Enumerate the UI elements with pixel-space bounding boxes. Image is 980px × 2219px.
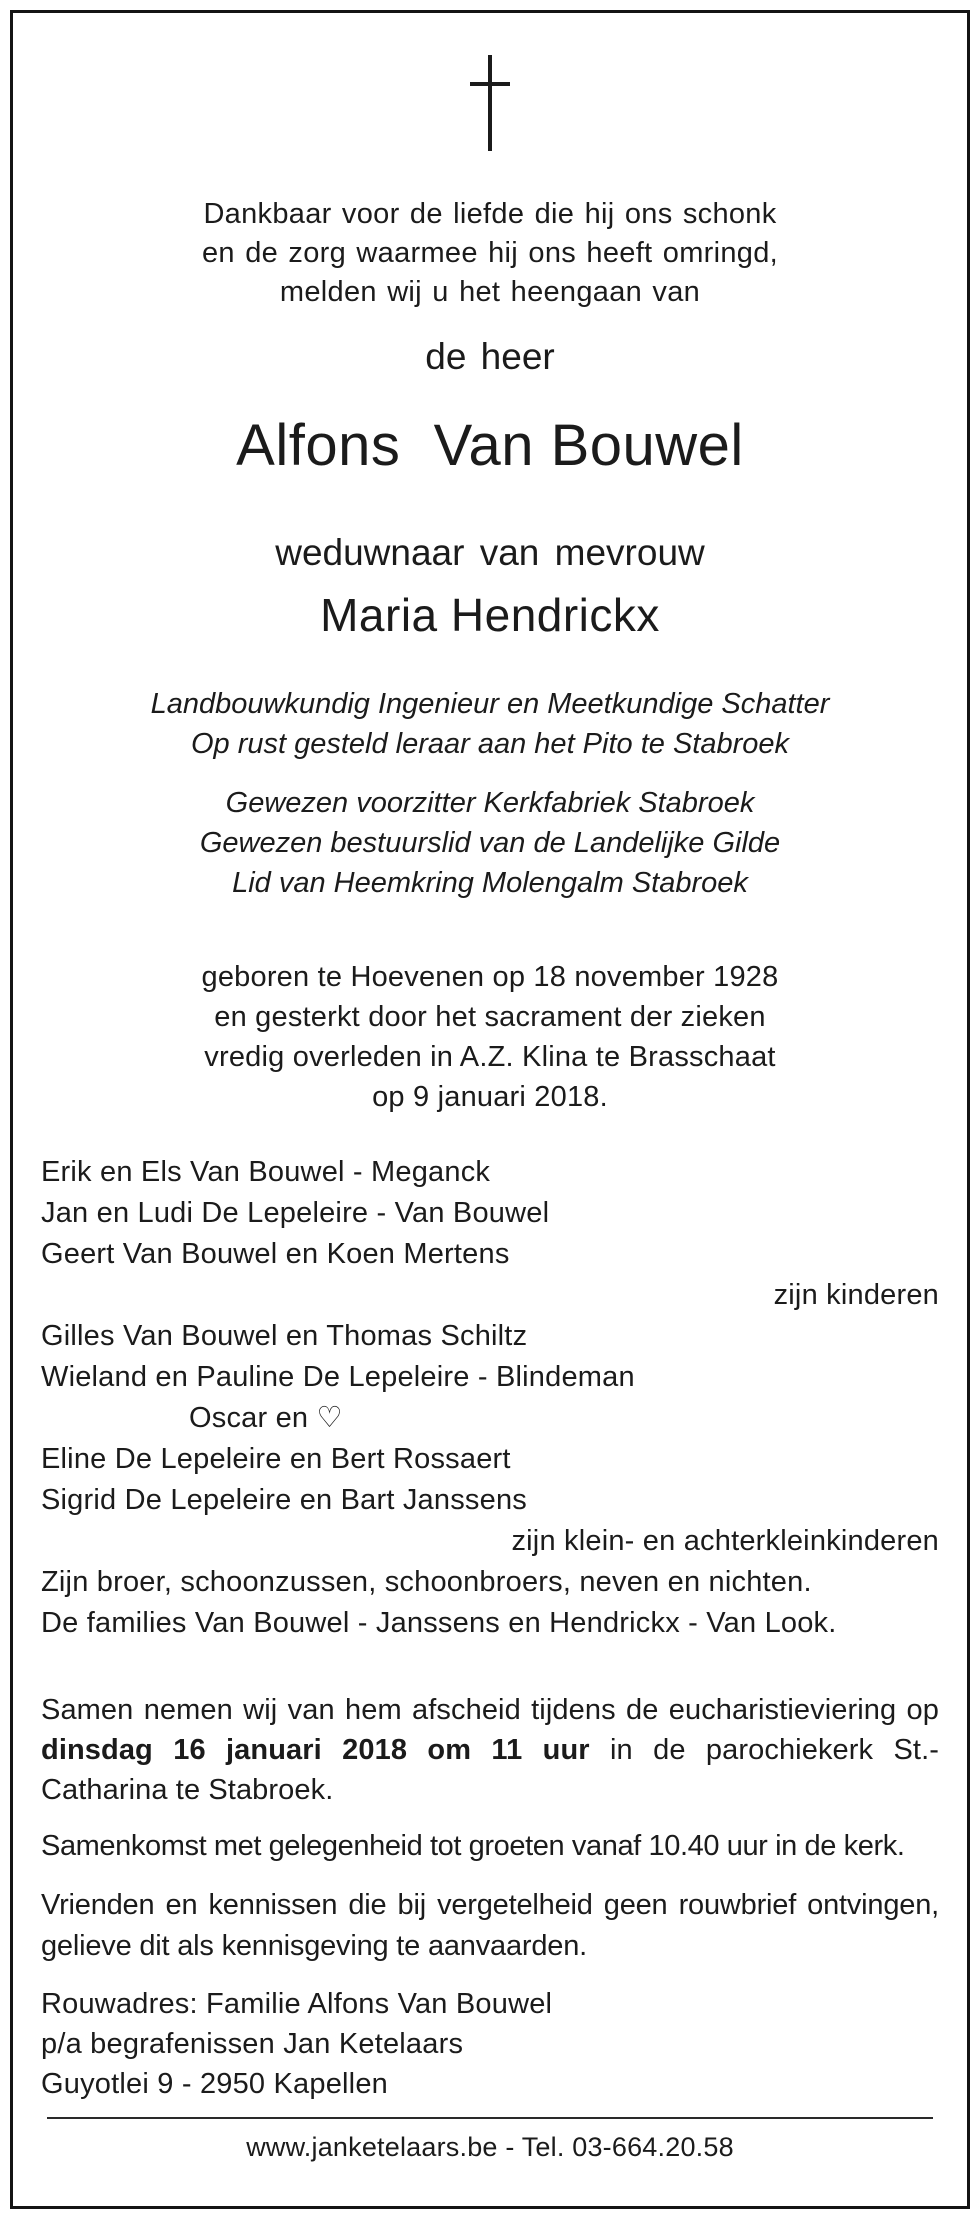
grandchild-line: Sigrid De Lepeleire en Bart Janssens	[41, 1484, 527, 1516]
child-line: Geert Van Bouwel en Koen Mertens	[41, 1238, 510, 1270]
membership-line: Lid van Heemkring Molengalm Stabroek	[232, 867, 748, 899]
intro-line: Dankbaar voor de liefde die hij ons schonk	[203, 198, 777, 230]
memberships	[41, 783, 939, 903]
life-line: en gesterkt door het sacrament der zieken	[214, 1001, 766, 1033]
ceremony-paragraph	[41, 1690, 939, 1810]
ceremony-datetime: dinsdag 16 januari 2018 om 11 uur	[41, 1734, 590, 1766]
ceremony-text-after: in de parochiekerk St.-Catharina te Stabroek.	[41, 1734, 939, 1806]
profession-line: Op rust gesteld leraar aan het Pito te Stabroek	[190, 728, 790, 760]
life-line: vredig overleden in A.Z. Klina te Brasschaat	[204, 1041, 776, 1073]
honorific: de heer	[425, 336, 555, 377]
intro-line: melden wij u het heengaan van	[279, 276, 701, 308]
profession-line: Landbouwkundig Ingenieur en Meetkundige Schatter	[150, 688, 830, 720]
life-line: geboren te Hoevenen op 18 november 1928	[201, 961, 779, 993]
address-line: p/a begrafenissen Jan Ketelaars	[41, 2028, 464, 2060]
child-line: Jan en Ludi De Lepeleire - Van Bouwel	[41, 1197, 550, 1229]
mourning-address	[41, 1984, 939, 2104]
life-dates	[41, 957, 939, 1117]
announcement-frame	[10, 10, 970, 2209]
grandchild-line: Wieland en Pauline De Lepeleire - Blindeman	[41, 1361, 635, 1393]
address-line: Rouwadres: Familie Alfons Van Bouwel	[41, 1988, 553, 2020]
spouse-name: Maria Hendrickx	[320, 589, 660, 641]
membership-line: Gewezen bestuurslid van de Landelijke Gilde	[199, 827, 781, 859]
professions	[41, 684, 939, 764]
intro-text	[41, 195, 939, 312]
intro-line: en de zorg waarmee hij ons heeft omringd,	[202, 237, 778, 269]
notice-paragraph: Vrienden en kennissen die bij vergetelheid geen rouwbrief ontvingen, gelieve dit als kennisgeving te aanvaarden.	[41, 1889, 939, 1962]
child-line: Erik en Els Van Bouwel - Meganck	[41, 1156, 491, 1188]
family-list	[41, 1152, 939, 1644]
life-line: op 9 januari 2018.	[372, 1081, 608, 1113]
cross-icon	[41, 55, 939, 151]
footer-divider	[47, 2117, 933, 2119]
greeting-line: Samenkomst met gelegenheid tot groeten vanaf 10.40 uur in de kerk.	[41, 1830, 905, 1862]
children-label: zijn kinderen	[773, 1279, 939, 1311]
footer-contact: www.janketelaars.be - Tel. 03-664.20.58	[246, 2132, 734, 2162]
grandchild-line: Oscar en ♡	[189, 1402, 343, 1434]
grandchild-line: Gilles Van Bouwel en Thomas Schiltz	[41, 1320, 528, 1352]
membership-line: Gewezen voorzitter Kerkfabriek Stabroek	[225, 787, 755, 819]
grandchild-line: Eline De Lepeleire en Bert Rossaert	[41, 1443, 511, 1475]
deceased-name: Alfons Van Bouwel	[236, 413, 744, 478]
address-line: Guyotlei 9 - 2950 Kapellen	[41, 2068, 388, 2100]
ceremony-text-before: Samen nemen wij van hem afscheid tijdens de eucharistieviering op	[41, 1694, 939, 1726]
widower-line: weduwnaar van mevrouw	[275, 532, 705, 573]
relatives-line: Zijn broer, schoonzussen, schoonbroers, neven en nichten.	[41, 1566, 812, 1598]
grandchildren-label: zijn klein- en achterkleinkinderen	[511, 1525, 939, 1557]
relatives-line: De families Van Bouwel - Janssens en Hendrickx - Van Look.	[41, 1607, 837, 1639]
